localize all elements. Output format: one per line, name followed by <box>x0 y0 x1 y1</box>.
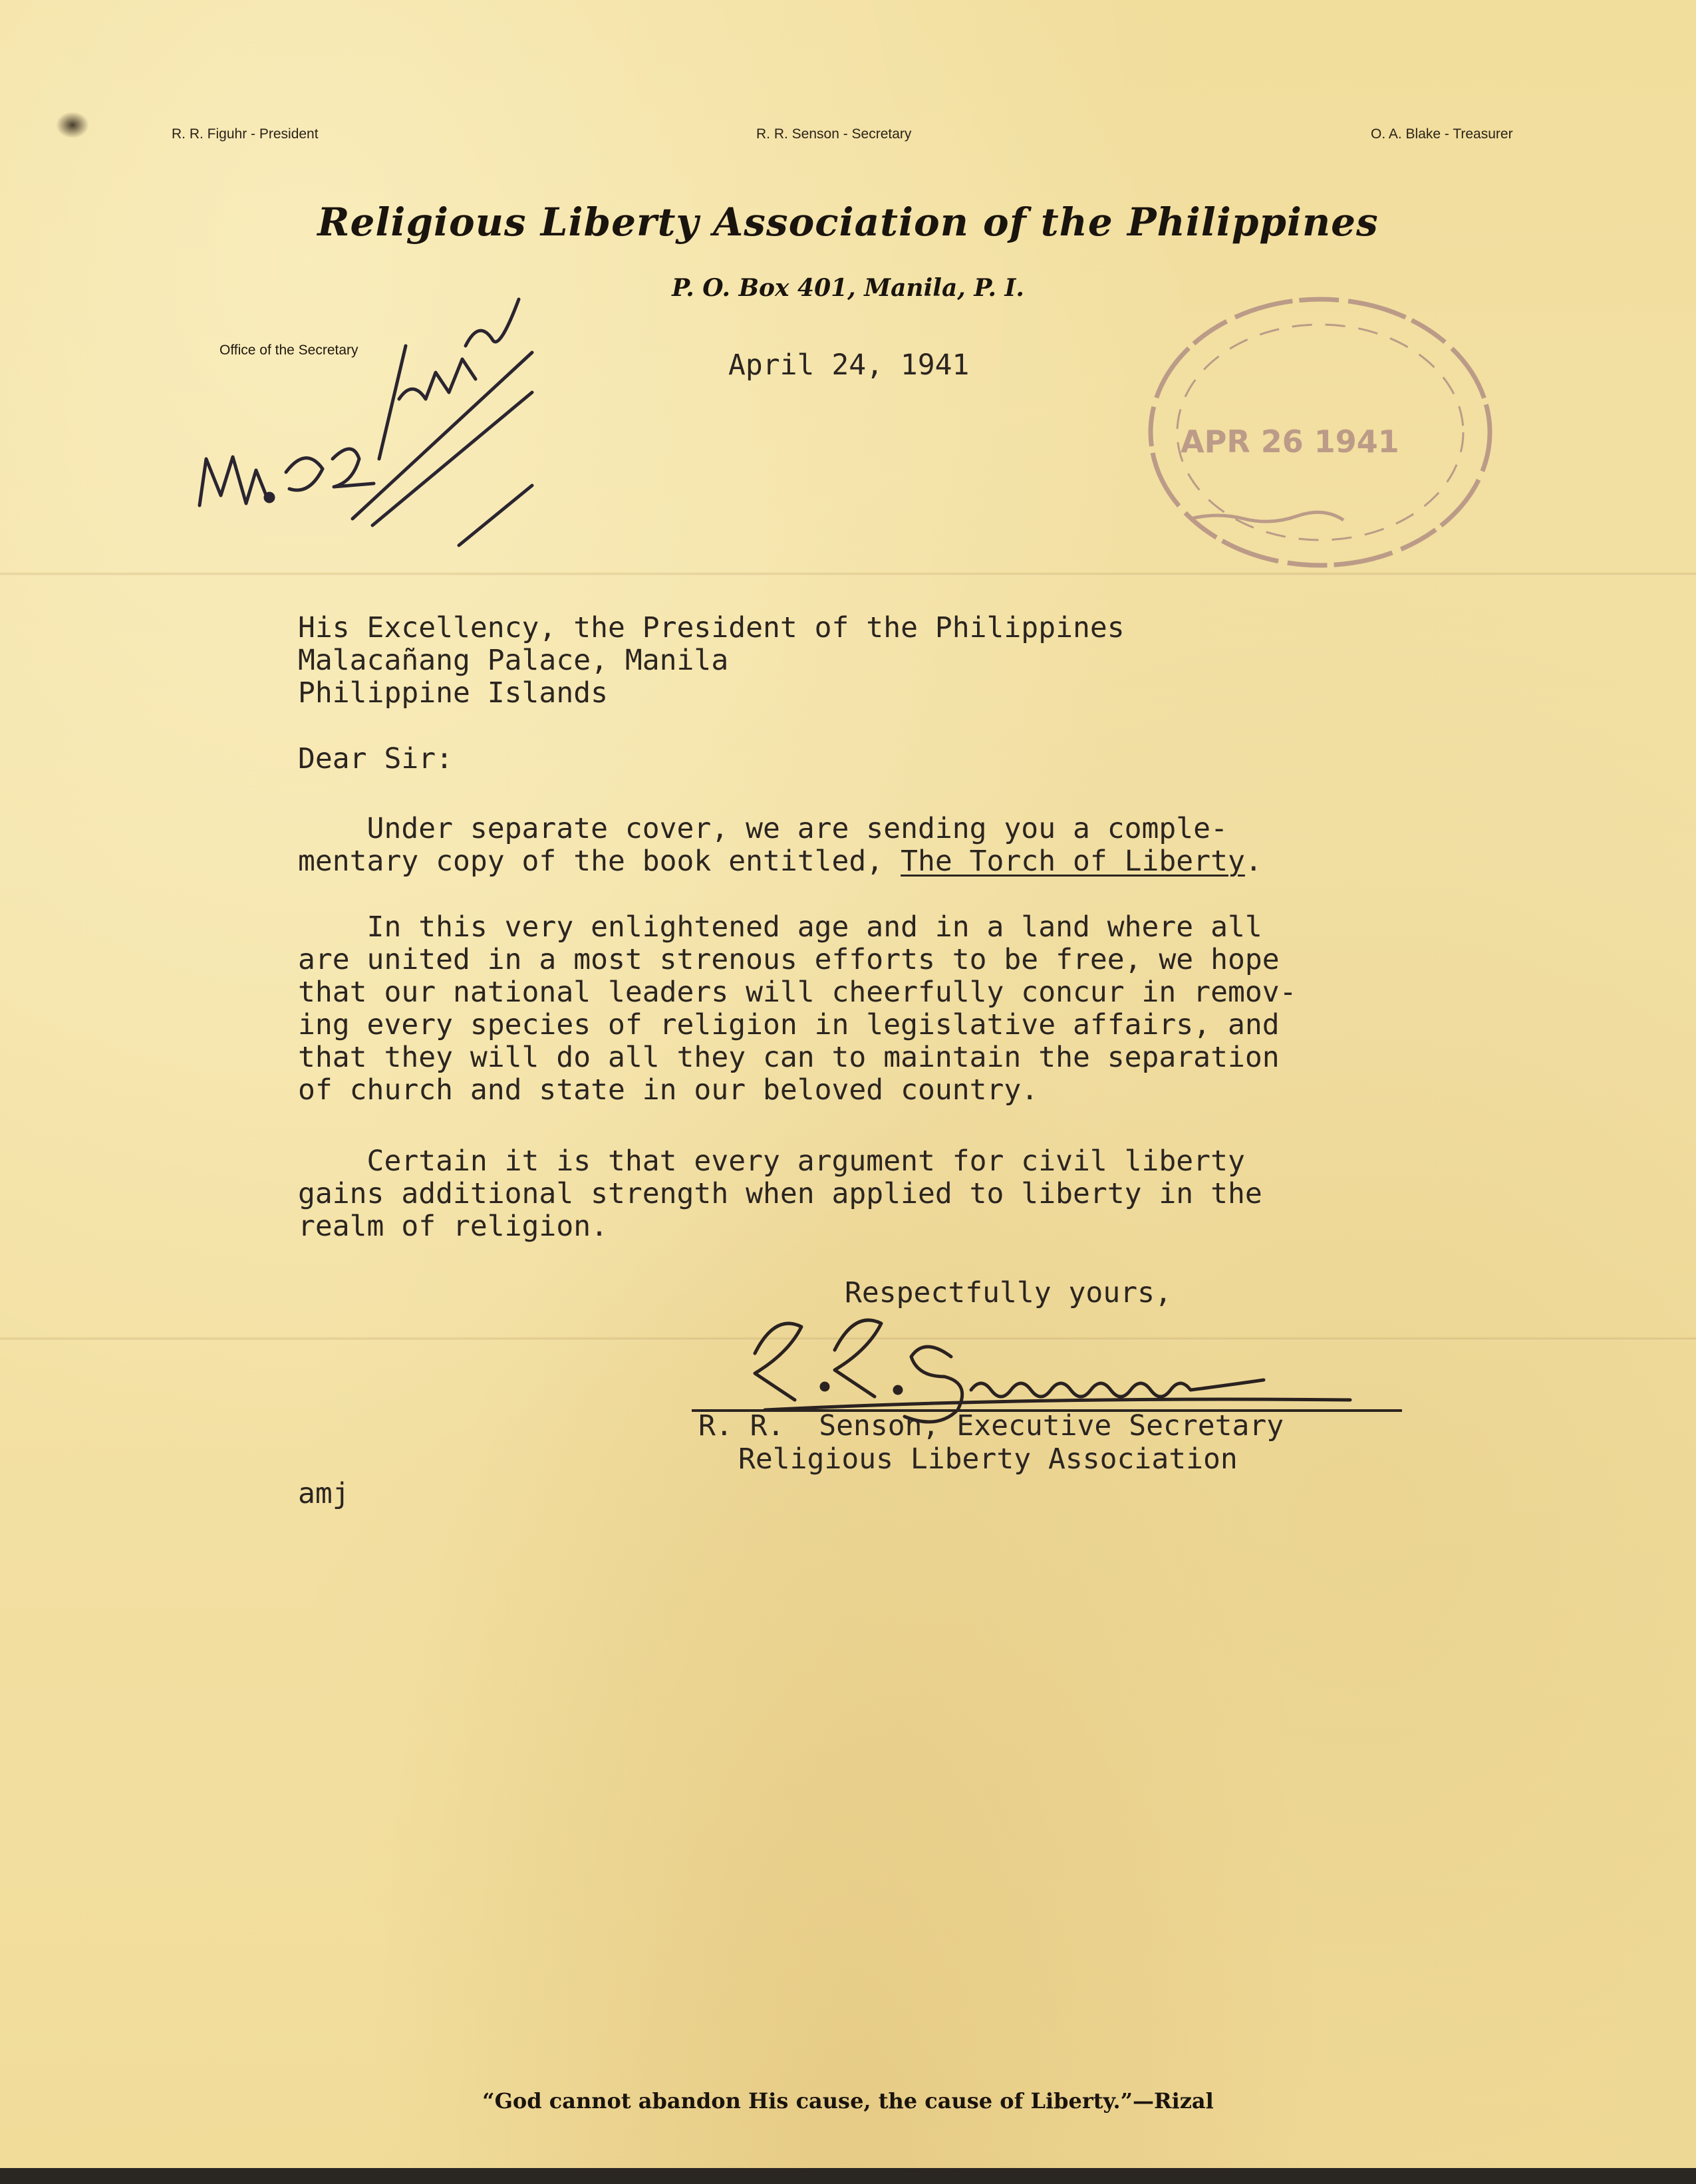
paragraph-line: Certain it is that every argument for civil liberty <box>298 1145 1245 1178</box>
paragraph-line: realm of religion. <box>298 1210 608 1243</box>
paragraph-line: gains additional strength when applied to liberty in the <box>298 1177 1262 1210</box>
office-label: Office of the Secretary <box>219 342 358 358</box>
officer-president: R. R. Figuhr - President <box>172 126 319 142</box>
signature <box>755 1320 1350 1422</box>
letter-date: April 24, 1941 <box>728 348 970 382</box>
organization-name: Religious Liberty Association of the Philippines <box>317 200 1379 245</box>
paragraph-period: . <box>1244 845 1262 878</box>
received-stamp <box>1151 299 1490 565</box>
motto-attribution: —Rizal <box>1133 2088 1214 2114</box>
scan-edge <box>0 2168 1696 2184</box>
paragraph-line: that they will do all they can to maintain the separation <box>298 1041 1280 1074</box>
signer-name: R. R. Senson, Executive Secretary <box>698 1409 1284 1442</box>
paragraph-line: Under separate cover, we are sending you a comple- <box>298 812 1228 845</box>
recipient-line: Philippine Islands <box>298 676 608 710</box>
typist-initials: amj <box>298 1477 350 1510</box>
salutation: Dear Sir: <box>298 742 453 775</box>
organization-address: P. O. Box 401, Manila, P. I. <box>672 274 1024 302</box>
handwritten-notation <box>200 299 532 545</box>
book-title: The Torch of Liberty <box>901 845 1245 878</box>
motto-quote: “God cannot abandon His cause, the cause of Liberty.” <box>482 2088 1133 2114</box>
signer-organization: Religious Liberty Association <box>738 1442 1238 1476</box>
stamp-date: APR 26 1941 <box>1181 424 1399 460</box>
paragraph-line: of church and state in our beloved country. <box>298 1073 1039 1107</box>
paragraph-text: mentary copy of the book entitled, <box>298 845 901 878</box>
officer-treasurer: O. A. Blake - Treasurer <box>1371 126 1513 142</box>
paragraph-line: ing every species of religion in legislative affairs, and <box>298 1008 1280 1041</box>
paragraph-line: In this very enlightened age and in a land where all <box>298 910 1262 944</box>
officer-secretary: R. R. Senson - Secretary <box>756 126 912 142</box>
paragraph-line: that our national leaders will cheerfully concur in remov- <box>298 976 1297 1009</box>
paragraph-line: are united in a most strenous efforts to be free, we hope <box>298 943 1280 976</box>
recipient-line: His Excellency, the President of the Philippines <box>298 611 1125 644</box>
closing: Respectfully yours, <box>845 1276 1172 1309</box>
recipient-line: Malacañang Palace, Manila <box>298 644 729 677</box>
